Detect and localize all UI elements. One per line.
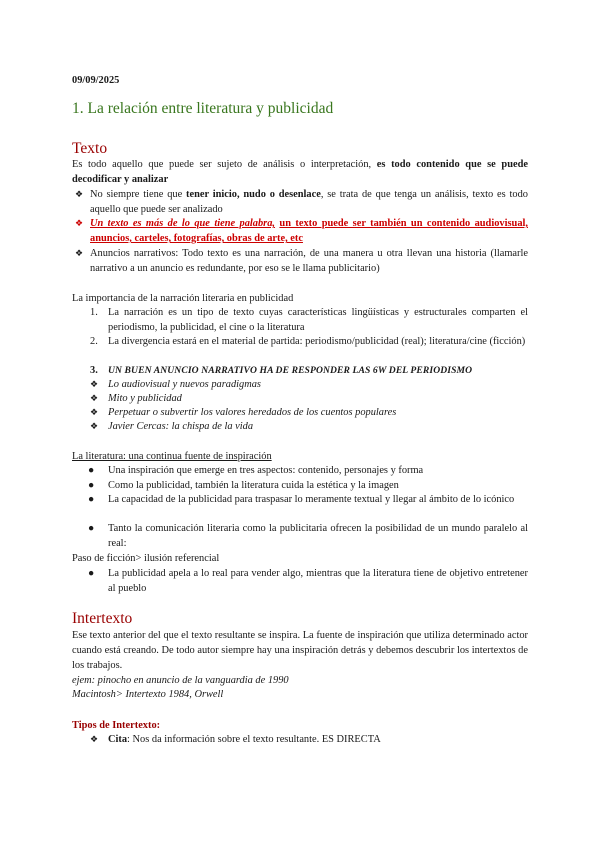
diamond-bullet-icon: ❖ — [90, 379, 99, 389]
texto-bullet-1: No siempre tiene que tener inicio, nudo o desenlace, se trata de que tenga un análisis, texto es todo aquello que puede ser analizado — [90, 189, 528, 215]
list-item: ❖ Perpetuar o subvertir los valores heredados de los cuentos populares — [90, 407, 397, 418]
list-item: ● La capacidad de la publicidad para traspasar lo meramente textual y llegar al ámbito de lo icónico — [88, 494, 515, 505]
diamond-bullet-icon: ❖ — [74, 248, 84, 258]
list-item: ● Una inspiración que emerge en tres aspectos: contenido, personajes y forma — [88, 465, 424, 476]
texto-intro-plain: Es todo aquello que puede ser sujeto de análisis o interpretación, — [72, 159, 372, 170]
intertexto-paragraph: Ese texto anterior del que el texto resultante se inspira. La fuente de inspiración que utiliza determinado actor cuando está creando. De todo autor siempre hay una inspiración detrás y debemos descubrir los intertextos de los trabajos. — [72, 630, 528, 671]
dot-bullet-icon: ● — [88, 465, 95, 476]
paso-ficcion: Paso de ficción> ilusión referencial — [72, 553, 220, 564]
list-item — [74, 216, 528, 246]
dot-bullet-icon: ● — [88, 568, 95, 579]
texto-intro-bold: es todo contenido que se puede decodificar y analizar — [72, 159, 528, 185]
heading-intertexto: Intertexto — [72, 610, 133, 627]
importancia-label: La importancia de la narración literaria en publicidad — [72, 293, 294, 304]
list-item: ● Como la publicidad, también la literatura cuida la estética y la imagen — [88, 480, 399, 491]
diamond-bullet-icon: ❖ — [90, 734, 99, 744]
diamond-bullet-icon: ❖ — [90, 421, 99, 431]
list-item: 1. La narración es un tipo de texto cuyas características lingüísticas y estructurales comparten el periodismo, la publicidad, el cine o la literatura — [90, 307, 528, 333]
list-item: ❖ Lo audiovisual y nuevos paradigmas — [90, 379, 261, 390]
list-item: 3. UN BUEN ANUNCIO NARRATIVO HA DE RESPONDER LAS 6W DEL PERIODISMO — [90, 365, 473, 376]
diamond-bullet-icon: ❖ — [74, 218, 84, 228]
texto-bullet-3: Anuncios narrativos: Todo texto es una narración, de una manera u otra llevan una historia (llamarle narrativo a un anuncio es redundante, por eso se le llama publicitario) — [90, 248, 528, 274]
diamond-bullet-icon: ❖ — [74, 189, 84, 199]
list-item: ❖ Mito y publicidad — [90, 393, 182, 404]
list-number: 2. — [90, 336, 98, 347]
list-item: ● Tanto la comunicación literaria como la publicitaria ofrecen la posibilidad de un mundo paralelo al real: — [88, 523, 528, 549]
heading-tipos: Tipos de Intertexto: — [72, 720, 161, 731]
cita-label: Cita — [108, 734, 128, 745]
list-item: ● La publicidad apela a lo real para vender algo, mientras que la literatura tiene de objetivo entretener al pueblo — [88, 568, 528, 594]
fuente-label: La literatura: una continua fuente de inspiración — [72, 451, 272, 462]
texto-bullet-2: Un texto es más de lo que tiene palabra, un texto puede ser también un contenido audiovisual, anuncios, carteles, fotografías, obras de arte, etc — [90, 218, 528, 244]
intertexto-example-2: Macintosh> Intertexto 1984, Orwell — [72, 689, 224, 700]
list-number: 3. — [90, 365, 98, 376]
dot-bullet-icon: ● — [88, 494, 95, 505]
intertexto-example-1: ejem: pinocho en anuncio de la vanguardia de 1990 — [72, 675, 289, 686]
diamond-bullet-icon: ❖ — [90, 393, 99, 403]
document-date: 09/09/2025 — [72, 75, 120, 86]
list-item — [74, 246, 528, 276]
list-item: 2. La divergencia estará en el material de partida: periodismo/publicidad (real); literatura/cine (ficción) — [90, 336, 526, 347]
heading-texto: Texto — [72, 140, 108, 157]
list-item: ❖ Javier Cercas: la chispa de la vida — [90, 421, 254, 432]
dot-bullet-icon: ● — [88, 480, 95, 491]
section-title: 1. La relación entre literatura y publicidad — [72, 100, 334, 117]
texto-intro — [72, 157, 528, 187]
diamond-bullet-icon: ❖ — [90, 407, 99, 417]
list-item — [74, 187, 528, 217]
list-item — [90, 732, 528, 747]
list-number: 1. — [90, 307, 98, 318]
cita-text: : Nos da información sobre el texto resultante. ES DIRECTA — [127, 734, 381, 745]
dot-bullet-icon: ● — [88, 523, 95, 534]
